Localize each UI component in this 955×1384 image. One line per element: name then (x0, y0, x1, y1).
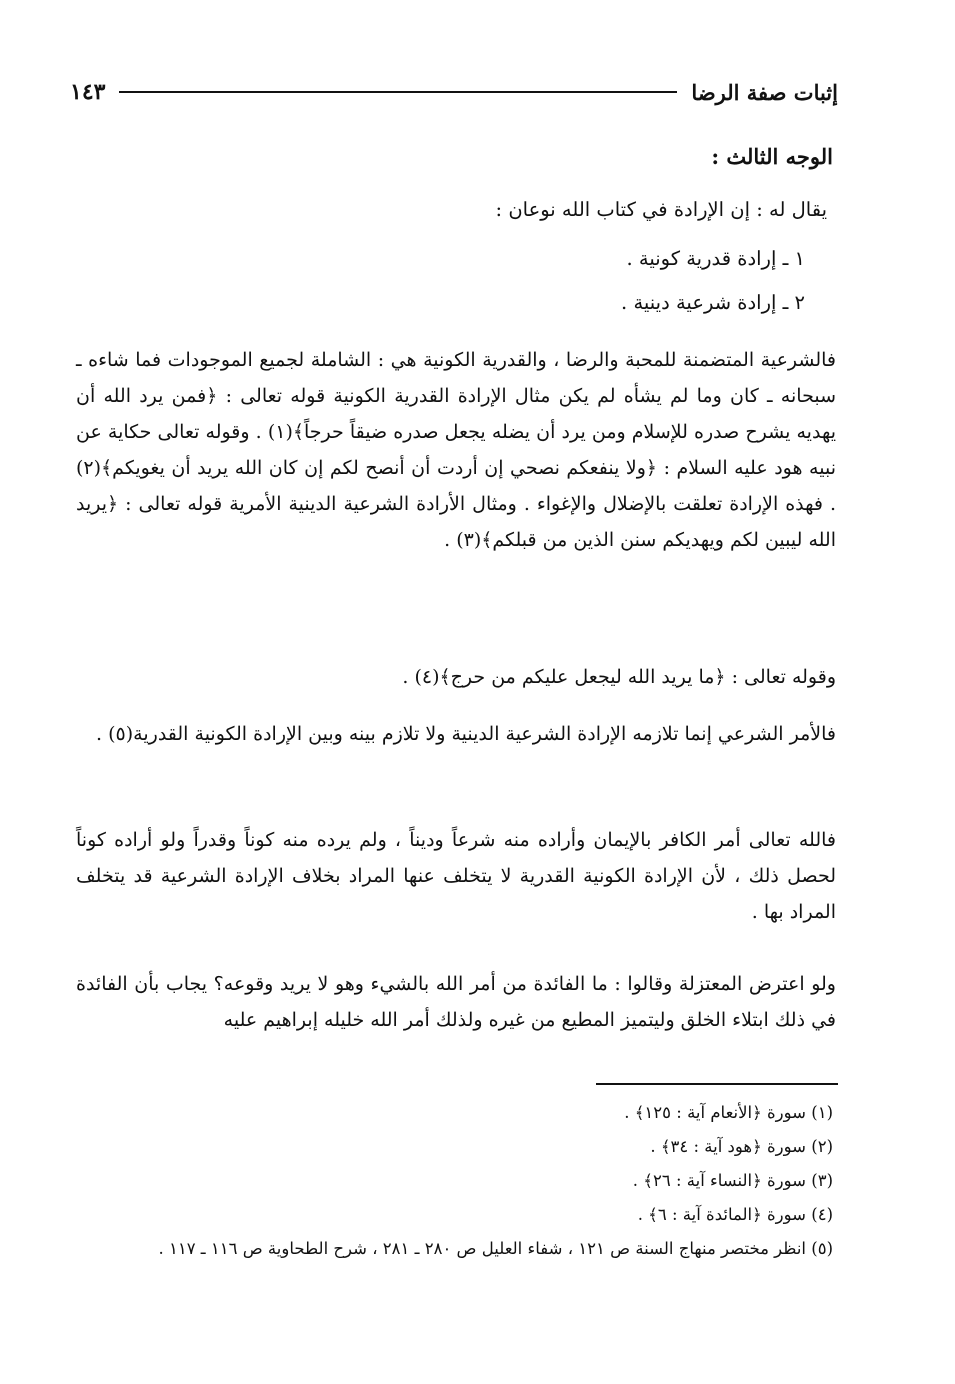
header-rule (119, 91, 677, 93)
footnote-separator (596, 1083, 838, 1085)
footnote-1: (١) سورة ﴿الأنعام آية : ١٢٥﴾ . (624, 1103, 833, 1122)
page-number: ١٤٣ (70, 79, 106, 105)
running-title: إثبات صفة الرضا (691, 79, 838, 105)
paragraph-verse: وقوله تعالى : ﴿ما يريد الله ليجعل عليكم من حرج﴾(٤) . (402, 666, 836, 688)
footnote-3: (٣) سورة ﴿النساء آية : ٢٦﴾ . (632, 1171, 833, 1190)
footnote-2: (٢) سورة ﴿هود آية : ٣٤﴾ . (650, 1137, 833, 1156)
intro-line: يقال له : إن الإرادة في كتاب الله نوعان : (495, 198, 827, 221)
footnote-5: (٥) انظر مختصر منهاج السنة ص ١٢١ ، شفاء العليل ص ٢٨٠ ـ ٢٨١ ، شرح الطحاوية ص ١١٦ ـ ١١٧ . (158, 1239, 833, 1258)
paragraph-disbeliever: فالله تعالى أمر الكافر بالإيمان وأراده منه شرعاً وديناً ، ولم يرده منه كوناً وقدراً ولو أراده كوناً لحصل ذلك ، لأن الإرادة الكونية القدرية لا يتخلف عنها المراد بخلاف الإرادة الشرعية قد يتخلف المراد بها . (76, 829, 836, 923)
list-item-1: ١ ـ إرادة قدرية كونية . (626, 247, 805, 270)
paragraph-objection: ولو اعترض المعتزلة وقالوا : ما الفائدة من أمر الله بالشيء وهو لا يريد وقوعه؟ يجاب بأن الفائدة في ذلك ابتلاء الخلق وليتميز المطيع من غيره ولذلك أمر الله خليله إبراهيم عليه (76, 973, 836, 1031)
page-header (70, 72, 838, 112)
paragraph-main: فالشرعية المتضمنة للمحبة والرضا ، والقدرية الكونية هي : الشاملة لجميع الموجودات فما شاءه ـ سبحانه ـ كان وما لم يشأه لم يكن مثال الإرادة القدرية الكونية قوله تعالى : ﴿فمن يرد الله أن يهديه يشرح صدره للإسلام ومن يرد أن يضله يجعل صدره ضيقاً حرجاً﴾(١) . وقوله تعالى حكاية عن نبيه هود عليه السلام : ﴿ولا ينفعكم نصحي إن أردت أن أنصح لكم إن كان الله يريد أن يغويكم﴾(٢) . فهذه الإرادة تعلقت بالإضلال والإغواء . ومثال الأرادة الشرعية الدينية الأمرية قوله تعالى : ﴿يريد الله ليبين لكم ويهديكم سنن الذين من قبلكم﴾(٣) . (76, 349, 836, 551)
list-item-2: ٢ ـ إرادة شرعية دينية . (621, 291, 805, 314)
footnote-4: (٤) سورة ﴿المائدة آية : ٦﴾ . (637, 1205, 833, 1224)
paragraph-shari-command: فالأمر الشرعي إنما تلازمه الإرادة الشرعية الدينية ولا تلازم بينه وبين الإرادة الكونية القدرية(٥) . (96, 723, 836, 745)
footnotes (158, 1096, 833, 1266)
section-heading: الوجه الثالث : (711, 144, 833, 169)
